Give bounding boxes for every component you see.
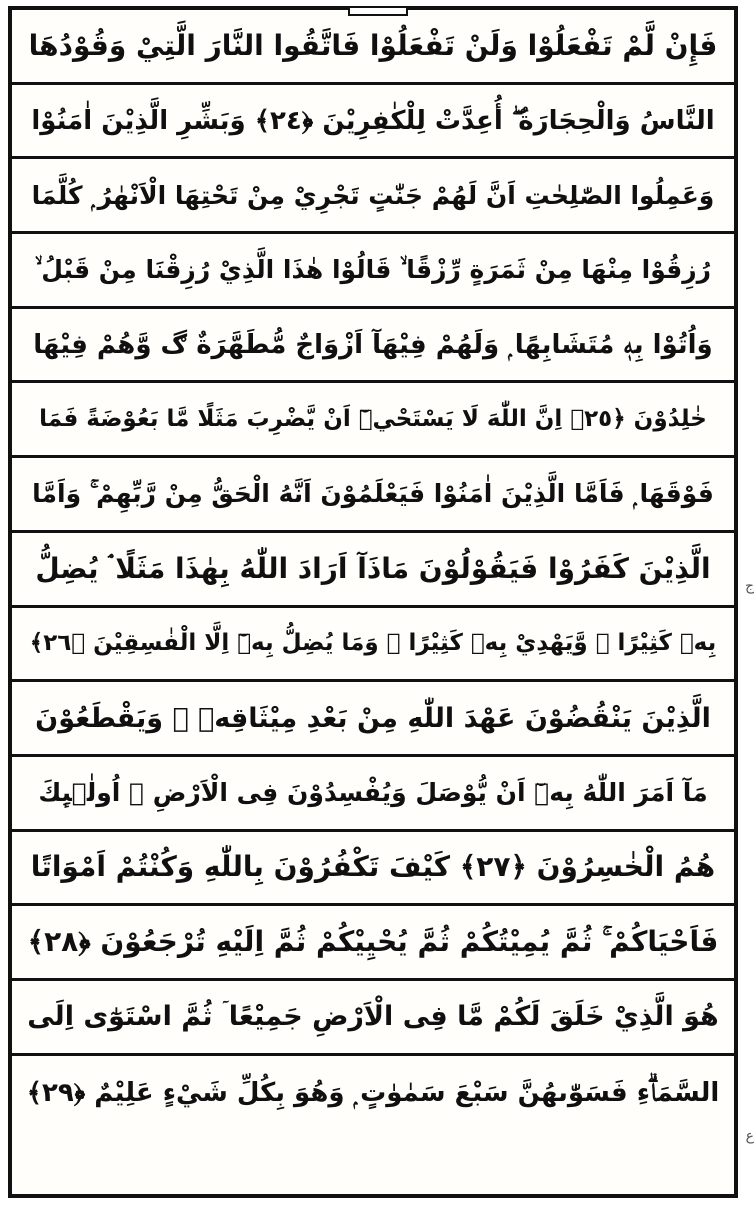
verse-line <box>12 906 734 981</box>
verse-line <box>12 10 734 85</box>
verse-line <box>12 309 734 384</box>
line-text: وَاُتُوْا بِهٖ مُتَشَابِهًا ۭ وَلَهُمْ فِيْهَآ اَزْوَاجٌ مُّطَهَّرَةٌ ڰ وَّهُمْ فِيْهَا <box>33 329 713 360</box>
line-text: خٰلِدُوْنَ ﴿٢٥﴾ اِنَّ اللّٰهَ لَا يَسْتَحْيٖٓ اَنْ يَّضْرِبَ مَثَلًا مَّا بَعُوْضَةً فَمَا <box>39 405 707 432</box>
line-text: الَّذِيْنَ يَنْقُضُوْنَ عَهْدَ اللّٰهِ مِنْ بَعْدِ مِيْثَاقِهٖ ۠ وَيَقْطَعُوْنَ <box>35 702 711 734</box>
verse-line <box>12 1056 734 1131</box>
verse-line <box>12 757 734 832</box>
line-text: النَّاسُ وَالْحِجَارَةُ ۖ أُعِدَّتْ لِلْكٰفِرِيْنَ ﴿٢٤﴾ وَبَشِّرِ الَّذِيْنَ اٰمَنُوْا <box>31 105 715 136</box>
verse-line <box>12 533 734 608</box>
line-text: السَّمَاۗءِ فَسَوّٰىهُنَّ سَبْعَ سَمٰوٰتٍ ۭ وَهُوَ بِكُلِّ شَيْءٍ عَلِيْمٌ ﴿٢٩﴾ <box>26 1077 720 1108</box>
verse-line <box>12 383 734 458</box>
quran-page-frame <box>8 6 738 1198</box>
verse-line <box>12 234 734 309</box>
verse-line <box>12 85 734 160</box>
line-text: بِهٖ كَثِيْرًا ۙ وَّيَهْدِيْ بِهٖ كَثِيْرًا ۭ وَمَا يُضِلُّ بِهٖٓ اِلَّا الْفٰسِقِيْنَ ﴿٢٦﴾ <box>29 629 717 656</box>
margin-mark: ج <box>744 578 754 594</box>
line-text: هُمُ الْخٰسِرُوْنَ ﴿٢٧﴾ كَيْفَ تَكْفُرُوْنَ بِاللّٰهِ وَكُنْتُمْ اَمْوَاتًا <box>30 850 716 884</box>
line-text: وَعَمِلُوا الصّٰلِحٰتِ اَنَّ لَهُمْ جَنّٰتٍ تَجْرِيْ مِنْ تَحْتِهَا الْاَنْهٰرُ ۭ كُلَّمَا <box>31 180 715 210</box>
line-text: رُزِقُوْا مِنْهَا مِنْ ثَمَرَةٍ رِّزْقًا ۙ قَالُوْا هٰذَا الَّذِيْ رُزِقْنَا مِنْ قَبْلُ ۙ <box>34 255 712 285</box>
line-text: الَّذِيْنَ كَفَرُوْا فَيَقُوْلُوْنَ مَاذَآ اَرَادَ اللّٰهُ بِهٰذَا مَثَلًا ۘ يُضِلُّ <box>35 551 711 585</box>
line-text: فَوْقَهَا ۭ فَاَمَّا الَّذِيْنَ اٰمَنُوْا فَيَعْلَمُوْنَ اَنَّهُ الْحَقُّ مِنْ رَّبِّهِمْ ۚ وَاَمَّا <box>32 479 714 509</box>
margin-mark: ع <box>745 1128 754 1144</box>
verse-line <box>12 832 734 907</box>
verse-line <box>12 608 734 683</box>
line-text: مَآ اَمَرَ اللّٰهُ بِهٖٓ اَنْ يُّوْصَلَ وَيُفْسِدُوْنَ فِى الْاَرْضِ ۭ اُولٰۗىِٕكَ <box>38 778 708 808</box>
verse-line <box>12 981 734 1056</box>
verse-line <box>12 458 734 533</box>
verse-line <box>12 682 734 757</box>
line-text: هُوَ الَّذِيْ خَلَقَ لَكُمْ مَّا فِى الْاَرْضِ جَمِيْعًا ۤ ثُمَّ اسْتَوٰٓى اِلَى <box>27 1001 719 1033</box>
line-text: فَإِنْ لَّمْ تَفْعَلُوْا وَلَنْ تَفْعَلُوْا فَاتَّقُوا النَّارَ الَّتِيْ وَقُوْدُهَا <box>28 28 718 62</box>
verse-lines <box>12 10 734 1194</box>
line-text: فَاَحْيَاكُمْ ۚ ثُمَّ يُمِيْتُكُمْ ثُمَّ يُحْيِيْكُمْ ثُمَّ اِلَيْهِ تُرْجَعُوْنَ ﴿٢٨﴾ <box>27 925 719 959</box>
verse-line <box>12 159 734 234</box>
